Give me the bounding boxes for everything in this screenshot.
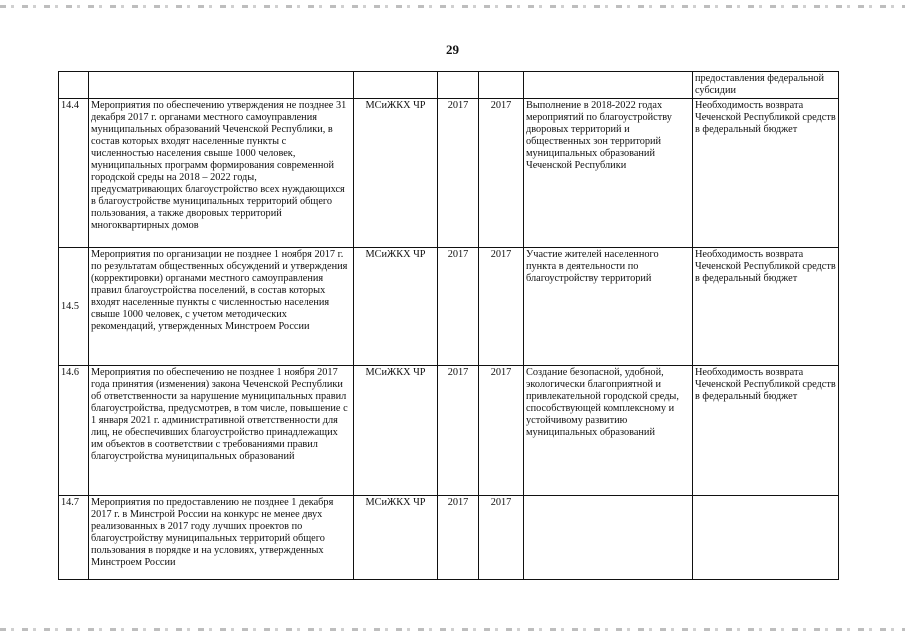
cell-measure: Мероприятия по предоставлению не позднее 1 декабря 2017 г. в Минстрой России на конкурс не менее двух реализованных в 2017 году лучших проектов по благоустройству муниципальных территорий общего пользования в порядке и на условиях, утвержденных Минстроем России <box>89 496 354 580</box>
cell-executor: МСиЖКХ ЧР <box>354 248 438 366</box>
cell-start: 2017 <box>438 248 479 366</box>
cell-executor: МСиЖКХ ЧР <box>354 366 438 496</box>
table-row <box>59 248 839 366</box>
cell-measure: Мероприятия по организации не позднее 1 ноября 2017 г. по результатам общественных обсуждений и утверждения (корректировки) органами местного самоуправления правил благоустройства поселений, в состав которых входят населенные пункты с численностью населения свыше 1000 человек, с учетом методических рекомендаций, утвержденных Минстроем России <box>89 248 354 366</box>
cell-executor <box>354 72 438 99</box>
cell-risk: Необходимость возврата Чеченской Республикой средств в федеральный бюджет <box>693 248 839 366</box>
measures-table <box>58 71 839 580</box>
cell-risk: Необходимость возврата Чеченской Республикой средств в федеральный бюджет <box>693 366 839 496</box>
cell-end: 2017 <box>479 366 524 496</box>
cell-start <box>438 72 479 99</box>
cell-end: 2017 <box>479 99 524 248</box>
scan-artifact-bottom <box>0 628 905 631</box>
cell-measure <box>89 72 354 99</box>
page-number: 29 <box>446 42 459 57</box>
cell-num: 14.5 <box>59 248 89 366</box>
table-row <box>59 99 839 248</box>
cell-num: 14.4 <box>59 99 89 248</box>
cell-end <box>479 72 524 99</box>
scan-artifact-top <box>0 5 905 8</box>
cell-result: Участие жителей населенного пункта в деятельности по благоустройству территорий <box>524 248 693 366</box>
cell-num <box>59 72 89 99</box>
cell-result: Выполнение в 2018-2022 годах мероприятий по благоустройству дворовых территорий и общественных зон территорий муниципальных образований Чеченской Республики <box>524 99 693 248</box>
cell-executor: МСиЖКХ ЧР <box>354 496 438 580</box>
cell-result <box>524 496 693 580</box>
cell-num: 14.7 <box>59 496 89 580</box>
cell-result: Создание безопасной, удобной, экологически благоприятной и привлекательной городской среды, способствующей комплексному и устойчивому развитию муниципальных образований <box>524 366 693 496</box>
cell-start: 2017 <box>438 366 479 496</box>
cell-executor: МСиЖКХ ЧР <box>354 99 438 248</box>
cell-num: 14.6 <box>59 366 89 496</box>
cell-result <box>524 72 693 99</box>
cell-risk <box>693 496 839 580</box>
cell-start: 2017 <box>438 99 479 248</box>
cell-risk: предоставления федеральной субсидии <box>693 72 839 99</box>
cell-measure: Мероприятия по обеспечению не позднее 1 ноября 2017 года принятия (изменения) закона Чеченской Республики об ответственности за нарушение муниципальных правил благоустройства, предусмотрев, в том числе, повышение с 1 января 2021 г. административной ответственности для лиц, не обеспечивших благоустройство принадлежащих им объектов в соответствии с требованиями правил благоустройства муниципальных образований <box>89 366 354 496</box>
cell-end: 2017 <box>479 496 524 580</box>
cell-end: 2017 <box>479 248 524 366</box>
table-row <box>59 366 839 496</box>
cell-start: 2017 <box>438 496 479 580</box>
table-row-continuation <box>59 72 839 99</box>
cell-risk: Необходимость возврата Чеченской Республикой средств в федеральный бюджет <box>693 99 839 248</box>
table-row <box>59 496 839 580</box>
cell-measure: Мероприятия по обеспечению утверждения не позднее 31 декабря 2017 г. органами местного самоуправления муниципальных образований Чеченской Республики, в состав которых входят населенные пункты с численностью населения свыше 1000 человек, муниципальных программ формирования современной городской среды на 2018 – 2022 годы, предусматривающих благоустройство всех нуждающихся в благоустройстве муниципальных территорий общего пользования, а также дворовых территорий многоквартирных домов <box>89 99 354 248</box>
